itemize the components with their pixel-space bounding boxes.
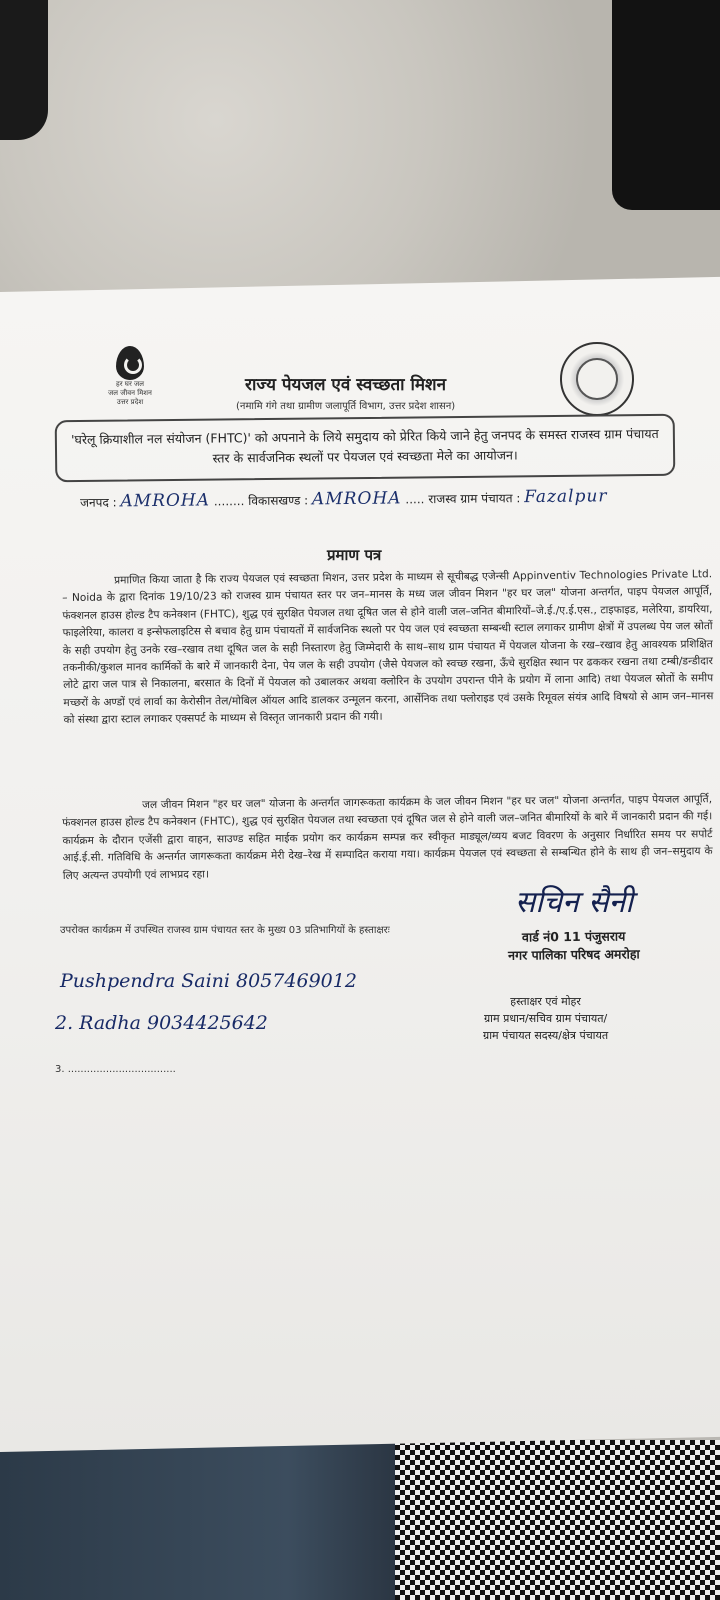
logo-caption: जल जीवन मिशन [108, 389, 152, 397]
attendee-signature: 2. Radha 9034425642 [55, 1012, 268, 1034]
document-subtitle: (नमामि गंगे तथा ग्रामीण जलापूर्ति विभाग, उत्तर प्रदेश शासन) [236, 401, 456, 412]
checkered-cloth [395, 1440, 720, 1600]
chair-leg [612, 0, 720, 210]
official-signature: सचिन सैनी [515, 885, 633, 920]
water-drop-icon [116, 346, 144, 380]
attendee-signature: 3. .................................. [55, 1064, 176, 1075]
document-title: राज्य पेयजल एवं स्वच्छता मिशन [245, 375, 447, 395]
sigblock-line: ग्राम प्रधान/सचिव ग्राम पंचायत/ [483, 1012, 608, 1025]
block-value: AMROHA [311, 488, 402, 510]
logo-caption: उत्तर प्रदेश [116, 398, 144, 406]
event-description-box: 'घरेलू क्रियाशील नल संयोजन (FHTC)' को अपनाने के लिये समुदाय को प्रेरित किये जाने हेतु जनपद के समस्त राजस्व ग्राम पंचायत स्तर के सार्वजनिक स्थलों पर पेयजल एवं स्वच्छता मेले का आयोजन। [55, 414, 676, 482]
attendee-signature: Pushpendra Saini 8057469012 [60, 970, 357, 992]
certificate-paragraph-1: प्रमाणित किया जाता है कि राज्य पेयजल एवं स्वच्छता मिशन, उत्तर प्रदेश के माध्यम से सूचीबद्ध एजेन्सी Appinventiv Technologies Private Ltd. – Noida के द्वारा दिनांक 19/10/23 को राजस्व ग्राम पंचायत स्तर पर जन–मानस के मध्य जल जीवन मिशन "हर घर जल" योजना अन्तर्गत, पाइप पेयजल आपूर्ति, फंक्शनल हाउस होल्ड टैप कनेक्शन (FHTC), शुद्ध एवं सुरक्षित पेयजल तथा दूषित जल से होने वाली जल–जनित बीमारियों–जे.ई./ए.ई.एस., टाइफाइड, मलेरिया, डायरिया, फाइलेरिया, कालरा व इन्सेफलाइटिस से बचाव हेतु ग्राम पंचायतों में सार्वजनिक स्थलो पर पेय जल एवं स्वच्छता सम्बन्धी स्टाल लगाकर ग्रामीण क्षेत्रों में उपलब्ध पेय जल स्रोतों के सही उपयोग हेतु उनके रख–रखाव तथा दूषित जल के सही निस्तारण हेतु जिम्मेदारी के साथ–साथ ग्राम पंचायत में पेयजल योजना के रख–रखाव हेतु आवश्यक प्रशिक्षित तकनीकी/कुशल मानव कार्मिकों के बारे में जानकारी देना, पेय जल के सही उपयोग (जैसे पेयजल को स्वच्छ रखना, ऊँचे सुरक्षित स्थान पर ढककर रखना तथा टम्बी/डन्डीदार लोटे द्वारा जल पात्र से निकालना, बरसात के दिनों में पेयजल को उबालकर अथवा क्लोरिन के उपयोग उपरान्त पीने के प्रयोग में लाना आदि) तथा पेयजल स्रोतों के समीप मच्छरों के अण्डों एवं लार्वा का केरोसीन तेल/मोबिल ऑयल आदि डालकर उन्मूलन करना, आर्सेनिक तथा फ्लोराइड एवं उसके रिमूवल संयंत्र आदि विषयो से आम जन–मानस को संस्था द्वारा स्टाल लगाकर एक्सपर्ट के माध्यम से विस्तृत जानकारी प्रदान की गयी। [62, 568, 714, 727]
har-ghar-jal-logo [105, 346, 155, 407]
chair-leg [0, 0, 48, 140]
sigblock-line: ग्राम पंचायत सदस्य/क्षेत्र पंचायत [483, 1029, 609, 1042]
district-label: जनपद : [79, 495, 117, 510]
logo-caption: हर घर जल [116, 380, 144, 388]
ward-line: नगर पालिका परिषद अमरोहा [508, 946, 640, 963]
location-fields: जनपद : AMROHA ........ विकासखण्ड : AMROHA ..... राजस्व ग्राम पंचायत : Fazalpur [79, 486, 608, 512]
ward-line: वार्ड नं0 11 पंजुसराय [521, 928, 626, 945]
district-value: AMROHA [120, 490, 211, 512]
block-label: विकासखण्ड : [248, 493, 309, 509]
sigblock-line: हस्ताक्षर एवं मोहर [510, 995, 581, 1008]
up-government-seal-icon [560, 342, 634, 416]
ward-stamp [508, 927, 640, 964]
attendees-label: उपरोक्त कार्यक्रम में उपस्थित राजस्व ग्राम पंचायत स्तर के मुख्य 03 प्रतिभागियों के हस्ताक्षरः [60, 925, 390, 936]
certificate-paragraph-2: जल जीवन मिशन "हर घर जल" योजना के अन्तर्गत जागरूकता कार्यक्रम के जल जीवन मिशन "हर घर जल" योजना अन्तर्गत, पाइप पेयजल आपूर्ति, फंक्शनल हाउस होल्ड टैप कनेक्शन (FHTC), शुद्ध एवं सुरक्षित पेयजल तथा स्वच्छता एवं दूषित जल से होने वाली जल–जनित बीमारियों के बारे में जानकारी प्रदान की गई। कार्यक्रम के दौरान एजेंसी द्वारा वाहन, साउण्ड सहित माईक प्रयोग कर कार्यक्रम सम्पन्न कर स्वीकृत माड्यूल/व्यय बजट विवरण के अनुसार निर्धारित समय पर सपोर्ट आई.ई.सी. गतिविधि के अन्तर्गत जागरूकता कार्यक्रम मेरी देख–रेख में सम्पादित कराया गया। कार्यक्रम पेयजल एवं स्वच्छता से सम्बन्धित होने के साथ ही जन–समुदाय के लिए अत्यन्त उपयोगी एवं लाभप्रद रहा। [62, 793, 713, 882]
certificate-heading: प्रमाण पत्र [327, 546, 382, 564]
panchayat-label: राजस्व ग्राम पंचायत : [428, 491, 521, 507]
signature-seal-block [483, 993, 608, 1044]
panchayat-value: Fazalpur [524, 486, 608, 508]
